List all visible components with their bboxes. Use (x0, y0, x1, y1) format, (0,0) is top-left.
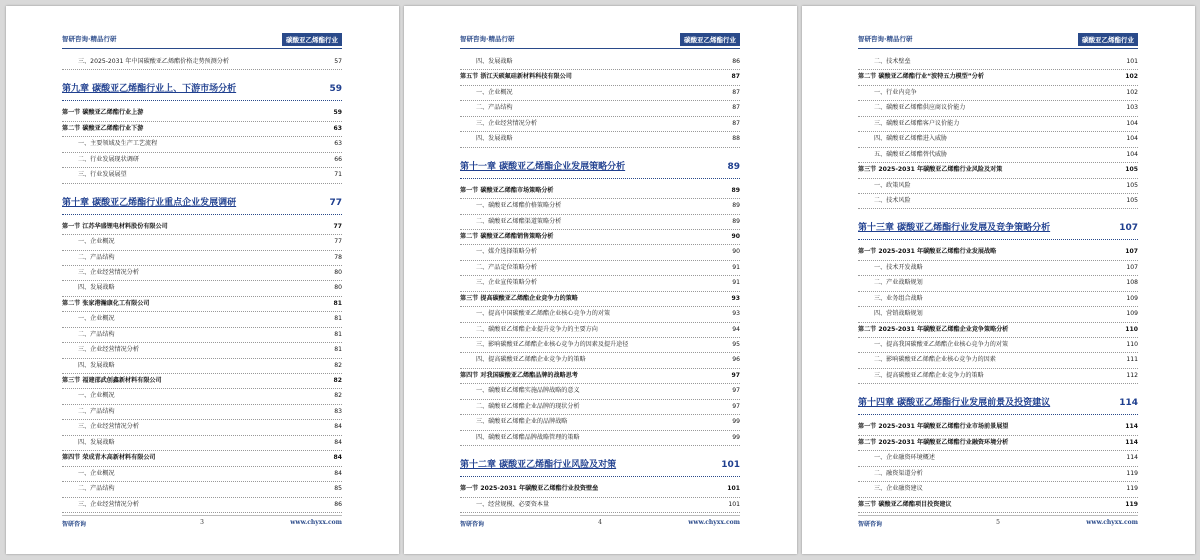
toc-item[interactable] (858, 451, 1138, 466)
toc-entry-page: 109 (1124, 292, 1138, 306)
toc-entry-page: 97 (730, 400, 740, 414)
toc-entry-title: 一、企业概况 (476, 88, 513, 96)
toc-chapter[interactable] (62, 79, 342, 101)
toc-item[interactable] (62, 436, 342, 451)
toc-entry-title: 二、产品结构 (78, 330, 115, 338)
toc-item[interactable] (62, 168, 342, 183)
toc-section[interactable] (858, 498, 1138, 513)
toc-entry-title: 三、影响碳酸亚乙烯酯企业核心竞争力的因素及提升途径 (476, 341, 629, 348)
toc-section[interactable] (858, 70, 1138, 85)
toc-item[interactable] (858, 132, 1138, 147)
toc-section[interactable] (62, 220, 342, 235)
toc-chapter[interactable] (858, 393, 1138, 415)
toc-entry-page: 94 (730, 323, 740, 337)
toc-item[interactable] (858, 148, 1138, 163)
toc-item[interactable] (62, 266, 342, 281)
toc-entry-page: 83 (332, 405, 342, 419)
toc-item[interactable] (62, 498, 342, 513)
toc-list (460, 55, 740, 513)
toc-entry-page: 105 (1123, 163, 1138, 177)
toc-entry-title: 二、技术壁垒 (874, 58, 911, 65)
toc-entry-title: 三、企业经营情况分析 (78, 500, 139, 508)
toc-item[interactable] (62, 55, 342, 70)
toc-entry-page: 57 (332, 55, 342, 69)
toc-entry-title: 一、碳酸亚乙烯酯实施品牌战略的意义 (476, 387, 580, 395)
toc-section[interactable] (460, 230, 740, 245)
toc-section[interactable] (62, 297, 342, 312)
toc-entry-title: 二、行业发展现状调研 (78, 155, 139, 163)
toc-entry-page: 89 (730, 199, 740, 213)
toc-entry-title: 第二节 碳酸亚乙烯酯行业“波特五力模型”分析 (858, 73, 984, 81)
toc-entry-title: 三、2025-2031 年中国碳酸亚乙烯酯价格走势预测分析 (78, 58, 229, 65)
toc-item[interactable] (460, 86, 740, 101)
toc-entry-title: 一、政策风险 (874, 181, 911, 189)
toc-entry-title: 一、企业概况 (78, 469, 115, 477)
page-footer (62, 515, 342, 528)
toc-section[interactable] (62, 106, 342, 121)
toc-entry-page: 104 (1124, 148, 1138, 162)
toc-entry-page: 91 (730, 276, 740, 290)
toc-entry-page: 96 (730, 353, 740, 367)
toc-entry-title: 第四节 对我国碳酸亚乙烯酯品牌的战略思考 (460, 371, 578, 379)
toc-item[interactable] (62, 312, 342, 327)
toc-entry-page: 103 (1124, 101, 1138, 115)
toc-entry-page: 78 (332, 251, 342, 265)
toc-entry-page: 101 (725, 482, 740, 496)
toc-entry-title: 二、碳酸亚乙烯酯企业品牌的现状分析 (476, 402, 580, 410)
toc-entry-page: 81 (332, 312, 342, 326)
toc-entry-page: 104 (1124, 132, 1138, 146)
toc-item[interactable] (858, 86, 1138, 101)
toc-entry-page: 114 (1117, 393, 1138, 414)
page-footer (460, 515, 740, 528)
header-tag: 碳酸亚乙烯酯行业 (680, 33, 740, 46)
toc-chapter[interactable] (460, 157, 740, 179)
toc-entry-title: 一、企业融资环境概述 (874, 454, 935, 462)
toc-list (858, 55, 1138, 513)
toc-entry-title: 一、企业概况 (78, 392, 115, 400)
toc-item[interactable] (62, 153, 342, 168)
footer-logo: 智研咨询 (858, 521, 883, 528)
toc-entry-title: 二、产品结构 (476, 104, 513, 112)
header-logo: 智研咨询·精品行研 (858, 35, 913, 43)
toc-entry-title: 第十章 碳酸亚乙烯酯行业重点企业发展调研 (62, 197, 237, 208)
toc-entry-page: 110 (1123, 323, 1138, 337)
toc-entry-title: 四、发展战略 (476, 58, 513, 65)
toc-section[interactable] (858, 245, 1138, 260)
toc-entry-page: 90 (730, 230, 740, 244)
toc-entry-page: 107 (1123, 245, 1138, 259)
toc-entry-title: 一、提高中国碳酸亚乙烯酯企业核心竞争力的对策 (476, 310, 611, 318)
toc-entry-title: 二、影响碳酸亚乙烯酯企业核心竞争力的因素 (874, 356, 996, 364)
header-tag: 碳酸亚乙烯酯行业 (1078, 33, 1138, 46)
toc-item[interactable] (460, 498, 740, 513)
toc-entry-title: 第三节 2025-2031 年碳酸亚乙烯酯行业风险及对策 (858, 166, 1003, 174)
toc-section[interactable] (460, 369, 740, 384)
toc-item[interactable] (62, 137, 342, 152)
toc-entry-title: 第三节 福建邵武创鑫新材料有限公司 (62, 377, 162, 384)
toc-section[interactable] (62, 374, 342, 389)
page-header (858, 34, 1138, 49)
toc-section[interactable] (62, 122, 342, 137)
toc-entry-page: 87 (730, 101, 740, 115)
toc-entry-page: 90 (730, 245, 740, 259)
toc-section[interactable] (460, 184, 740, 199)
toc-entry-title: 四、提高碳酸亚乙烯酯企业竞争力的策略 (476, 356, 586, 364)
toc-chapter[interactable] (858, 218, 1138, 240)
header-logo: 智研咨询·精品行研 (460, 35, 515, 43)
toc-entry-page: 119 (1123, 498, 1138, 512)
toc-entry-page: 97 (730, 369, 740, 383)
toc-entry-title: 第一节 2025-2031 年碳酸亚乙烯酯行业发展战略 (858, 248, 997, 256)
toc-item[interactable] (460, 261, 740, 276)
toc-entry-page: 82 (332, 359, 342, 373)
toc-entry-page: 63 (332, 137, 342, 151)
toc-entry-page: 111 (1124, 353, 1138, 367)
toc-entry-page: 63 (332, 122, 342, 136)
toc-item[interactable] (858, 179, 1138, 194)
toc-item[interactable] (460, 101, 740, 116)
toc-item[interactable] (858, 101, 1138, 116)
toc-entry-title: 二、产品结构 (78, 407, 115, 415)
toc-item[interactable] (460, 132, 740, 147)
toc-entry-title: 五、碳酸亚乙烯酯替代威胁 (874, 150, 948, 158)
toc-entry-title: 二、产品定位策略分析 (476, 263, 537, 271)
toc-entry-title: 三、企业宣传策略分析 (476, 279, 537, 287)
toc-entry-title: 第三节 提高碳酸亚乙烯酯企业竞争力的策略 (460, 294, 578, 302)
toc-item[interactable] (62, 343, 342, 358)
toc-entry-page: 80 (332, 266, 342, 280)
toc-entry-title: 一、技术开发战略 (874, 263, 923, 271)
toc-entry-title: 第五节 浙江天硕氟硅新材料科技有限公司 (460, 73, 572, 81)
toc-entry-title: 第一节 2025-2031 年碳酸亚乙烯酯行业投资壁垒 (460, 485, 599, 493)
toc-entry-page: 84 (332, 436, 342, 450)
toc-item[interactable] (460, 353, 740, 368)
toc-entry-title: 四、发展战略 (476, 135, 513, 143)
toc-item[interactable] (858, 117, 1138, 132)
toc-entry-page: 81 (332, 328, 342, 342)
toc-entry-page: 107 (1124, 261, 1138, 275)
toc-entry-page: 114 (1124, 451, 1138, 465)
toc-section[interactable] (858, 323, 1138, 338)
toc-item[interactable] (62, 420, 342, 435)
toc-entry-title: 三、企业经营情况分析 (78, 423, 139, 431)
toc-entry-page: 99 (730, 415, 740, 429)
toc-item[interactable] (62, 235, 342, 250)
toc-item[interactable] (460, 415, 740, 430)
toc-entry-page: 93 (730, 307, 740, 321)
toc-entry-page: 89 (730, 184, 740, 198)
toc-entry-title: 二、产品结构 (78, 253, 115, 261)
toc-entry-page: 95 (730, 338, 740, 352)
toc-entry-page: 101 (1124, 55, 1138, 69)
toc-section[interactable] (858, 436, 1138, 451)
toc-entry-title: 三、提高碳酸亚乙烯酯企业竞争力的策略 (874, 371, 984, 379)
toc-entry-title: 四、营销战略规划 (874, 310, 923, 318)
toc-entry-title: 四、发展战略 (78, 438, 115, 446)
toc-item[interactable] (460, 117, 740, 132)
toc-entry-title: 一、碳酸亚乙烯酯价格策略分析 (476, 202, 562, 210)
toc-item[interactable] (62, 328, 342, 343)
toc-entry-page: 81 (332, 343, 342, 357)
toc-section[interactable] (460, 70, 740, 85)
toc-entry-page: 105 (1124, 179, 1138, 193)
toc-entry-page: 66 (332, 153, 342, 167)
toc-item[interactable] (858, 369, 1138, 384)
toc-item[interactable] (858, 353, 1138, 368)
toc-entry-page: 71 (332, 168, 342, 182)
toc-entry-title: 二、融资渠道分析 (874, 469, 923, 477)
toc-item[interactable] (460, 431, 740, 446)
toc-entry-title: 二、技术风险 (874, 196, 911, 204)
toc-entry-page: 105 (1124, 194, 1138, 208)
toc-entry-page: 99 (730, 431, 740, 445)
toc-item[interactable] (62, 482, 342, 497)
toc-entry-page: 89 (725, 157, 740, 178)
toc-chapter[interactable] (62, 193, 342, 215)
toc-item[interactable] (858, 194, 1138, 209)
toc-entry-title: 四、发展战略 (78, 361, 115, 369)
footer-url[interactable]: www.chyxx.com (290, 519, 342, 526)
toc-entry-title: 二、产品结构 (78, 485, 115, 493)
toc-entry-title: 三、碳酸亚乙烯酯企业的品牌战略 (476, 418, 568, 426)
toc-entry-page: 82 (332, 374, 342, 388)
toc-entry-title: 一、企业概况 (78, 238, 115, 246)
toc-entry-title: 一、媒介选择策略分析 (476, 248, 537, 256)
toc-item[interactable] (858, 292, 1138, 307)
toc-entry-page: 112 (1124, 369, 1138, 383)
toc-item[interactable] (858, 482, 1138, 497)
page-header (460, 34, 740, 49)
toc-entry-title: 三、企业融资建议 (874, 485, 923, 493)
toc-entry-title: 二、碳酸亚乙烯酯渠道策略分析 (476, 217, 562, 225)
toc-entry-title: 三、业务组合战略 (874, 294, 923, 302)
toc-entry-page: 77 (327, 193, 342, 214)
toc-entry-title: 三、企业经营情况分析 (476, 119, 537, 127)
toc-item[interactable] (62, 405, 342, 420)
toc-entry-page: 84 (332, 451, 342, 465)
toc-entry-title: 第二节 2025-2031 年碳酸亚乙烯酯行业融资环境分析 (858, 438, 1009, 446)
toc-entry-title: 第二节 碳酸亚乙烯酯行业下游 (62, 124, 144, 132)
toc-entry-title: 二、碳酸亚乙烯酯供应商议价能力 (874, 104, 966, 112)
document-page-4 (404, 6, 797, 554)
toc-entry-title: 一、企业概况 (78, 315, 115, 323)
toc-entry-title: 一、经营规模、必要资本量 (476, 500, 550, 508)
toc-entry-title: 第十二章 碳酸亚乙烯酯行业风险及对策 (460, 460, 617, 471)
toc-item[interactable] (460, 384, 740, 399)
toc-entry-title: 第九章 碳酸亚乙烯酯行业上、下游市场分析 (62, 84, 237, 95)
toc-item[interactable] (858, 261, 1138, 276)
toc-entry-page: 87 (730, 86, 740, 100)
toc-entry-page: 82 (332, 389, 342, 403)
footer-url[interactable]: www.chyxx.com (688, 519, 740, 526)
toc-entry-page: 77 (332, 220, 342, 234)
toc-entry-page: 114 (1123, 436, 1138, 450)
toc-entry-page: 101 (726, 498, 740, 512)
toc-entry-title: 第十一章 碳酸亚乙烯酯企业发展策略分析 (460, 161, 626, 172)
header-tag: 碳酸亚乙烯酯行业 (282, 33, 342, 46)
toc-entry-page: 88 (730, 132, 740, 146)
toc-entry-title: 第一节 江苏华盛锂电材料股份有限公司 (62, 222, 168, 230)
toc-entry-page: 119 (1124, 482, 1138, 496)
toc-entry-page: 104 (1124, 117, 1138, 131)
toc-entry-title: 第二节 碳酸亚乙烯酯销售策略分析 (460, 232, 554, 240)
toc-item[interactable] (858, 307, 1138, 322)
toc-entry-page: 109 (1124, 307, 1138, 321)
toc-item[interactable] (62, 389, 342, 404)
toc-item[interactable] (858, 338, 1138, 353)
toc-entry-title: 三、碳酸亚乙烯酯客户议价能力 (874, 119, 960, 127)
footer-url[interactable]: www.chyxx.com (1086, 519, 1138, 526)
toc-item[interactable] (460, 215, 740, 230)
page-footer (858, 515, 1138, 528)
toc-entry-title: 第三节 碳酸亚乙烯酯项目投资建议 (858, 500, 952, 508)
toc-entry-page: 110 (1124, 338, 1138, 352)
toc-entry-title: 三、企业经营情况分析 (78, 268, 139, 276)
toc-entry-page: 85 (332, 482, 342, 496)
toc-item[interactable] (460, 323, 740, 338)
toc-item[interactable] (858, 467, 1138, 482)
toc-entry-title: 第二节 张家港瀚康化工有限公司 (62, 299, 150, 307)
toc-section[interactable] (858, 420, 1138, 435)
toc-item[interactable] (460, 199, 740, 214)
toc-entry-title: 二、碳酸亚乙烯酯企业提升竞争力的主要方向 (476, 325, 598, 333)
toc-entry-page: 59 (332, 106, 342, 120)
page-number: 3 (200, 519, 204, 526)
toc-entry-page: 84 (332, 467, 342, 481)
toc-entry-title: 第十四章 碳酸亚乙烯酯行业发展前景及投资建议 (858, 398, 1051, 409)
toc-entry-title: 第一节 2025-2031 年碳酸亚乙烯酯行业市场前景展望 (858, 423, 1009, 431)
toc-section[interactable] (858, 163, 1138, 178)
toc-list (62, 55, 342, 513)
toc-entry-page: 87 (730, 117, 740, 131)
toc-entry-page: 89 (730, 215, 740, 229)
toc-entry-title: 三、企业经营情况分析 (78, 346, 139, 354)
toc-entry-title: 一、提高我国碳酸亚乙烯酯企业核心竞争力的对策 (874, 341, 1009, 348)
toc-entry-title: 一、行业内竞争 (874, 88, 917, 96)
toc-entry-title: 第四节 荣成青木高新材料有限公司 (62, 454, 156, 462)
toc-entry-page: 97 (730, 384, 740, 398)
toc-entry-title: 第二节 2025-2031 年碳酸亚乙烯酯企业竞争策略分析 (858, 325, 1009, 333)
toc-item[interactable] (460, 307, 740, 322)
toc-section[interactable] (460, 292, 740, 307)
toc-item[interactable] (62, 467, 342, 482)
toc-item[interactable] (460, 55, 740, 70)
page-number: 4 (598, 519, 602, 526)
toc-entry-page: 108 (1124, 276, 1138, 290)
toc-entry-page: 102 (1123, 70, 1138, 84)
document-page-3 (6, 6, 399, 554)
document-page-5 (802, 6, 1195, 554)
toc-section[interactable] (460, 482, 740, 497)
footer-logo: 智研咨询 (460, 521, 485, 528)
page-header (62, 34, 342, 49)
toc-entry-title: 三、行业发展展望 (78, 171, 127, 179)
toc-entry-page: 80 (332, 281, 342, 295)
page-number: 5 (996, 519, 1000, 526)
toc-entry-title: 四、碳酸亚乙烯酯进入威胁 (874, 135, 948, 143)
toc-entry-page: 86 (332, 498, 342, 512)
toc-entry-title: 第一节 碳酸亚乙烯酯行业上游 (62, 109, 144, 117)
toc-item[interactable] (62, 251, 342, 266)
toc-item[interactable] (460, 245, 740, 260)
toc-entry-page: 81 (332, 297, 342, 311)
toc-item[interactable] (858, 276, 1138, 291)
toc-entry-page: 93 (730, 292, 740, 306)
toc-entry-page: 87 (730, 70, 740, 84)
toc-entry-title: 第十三章 碳酸亚乙烯酯行业发展及竞争策略分析 (858, 223, 1051, 234)
toc-item[interactable] (460, 338, 740, 353)
toc-item[interactable] (858, 55, 1138, 70)
header-logo: 智研咨询·精品行研 (62, 35, 117, 43)
toc-item[interactable] (460, 400, 740, 415)
toc-section[interactable] (62, 451, 342, 466)
toc-item[interactable] (62, 359, 342, 374)
footer-logo: 智研咨询 (62, 521, 87, 528)
toc-entry-page: 102 (1124, 86, 1138, 100)
toc-entry-page: 119 (1124, 467, 1138, 481)
toc-entry-title: 二、产业战略规划 (874, 279, 923, 287)
toc-entry-title: 四、碳酸亚乙烯酯品牌战略管理的策略 (476, 433, 580, 441)
toc-entry-title: 四、发展战略 (78, 284, 115, 292)
toc-entry-page: 114 (1123, 420, 1138, 434)
toc-entry-page: 77 (332, 235, 342, 249)
toc-entry-page: 86 (730, 55, 740, 69)
toc-entry-page: 91 (730, 261, 740, 275)
toc-entry-title: 第一节 碳酸亚乙烯酯市场策略分析 (460, 186, 554, 194)
toc-entry-page: 101 (719, 455, 740, 476)
toc-item[interactable] (460, 276, 740, 291)
toc-entry-page: 59 (327, 79, 342, 100)
toc-entry-page: 107 (1117, 218, 1138, 239)
toc-item[interactable] (62, 281, 342, 296)
toc-entry-title: 一、主要领域及生产工艺流程 (78, 140, 158, 148)
toc-entry-page: 84 (332, 420, 342, 434)
toc-chapter[interactable] (460, 455, 740, 477)
